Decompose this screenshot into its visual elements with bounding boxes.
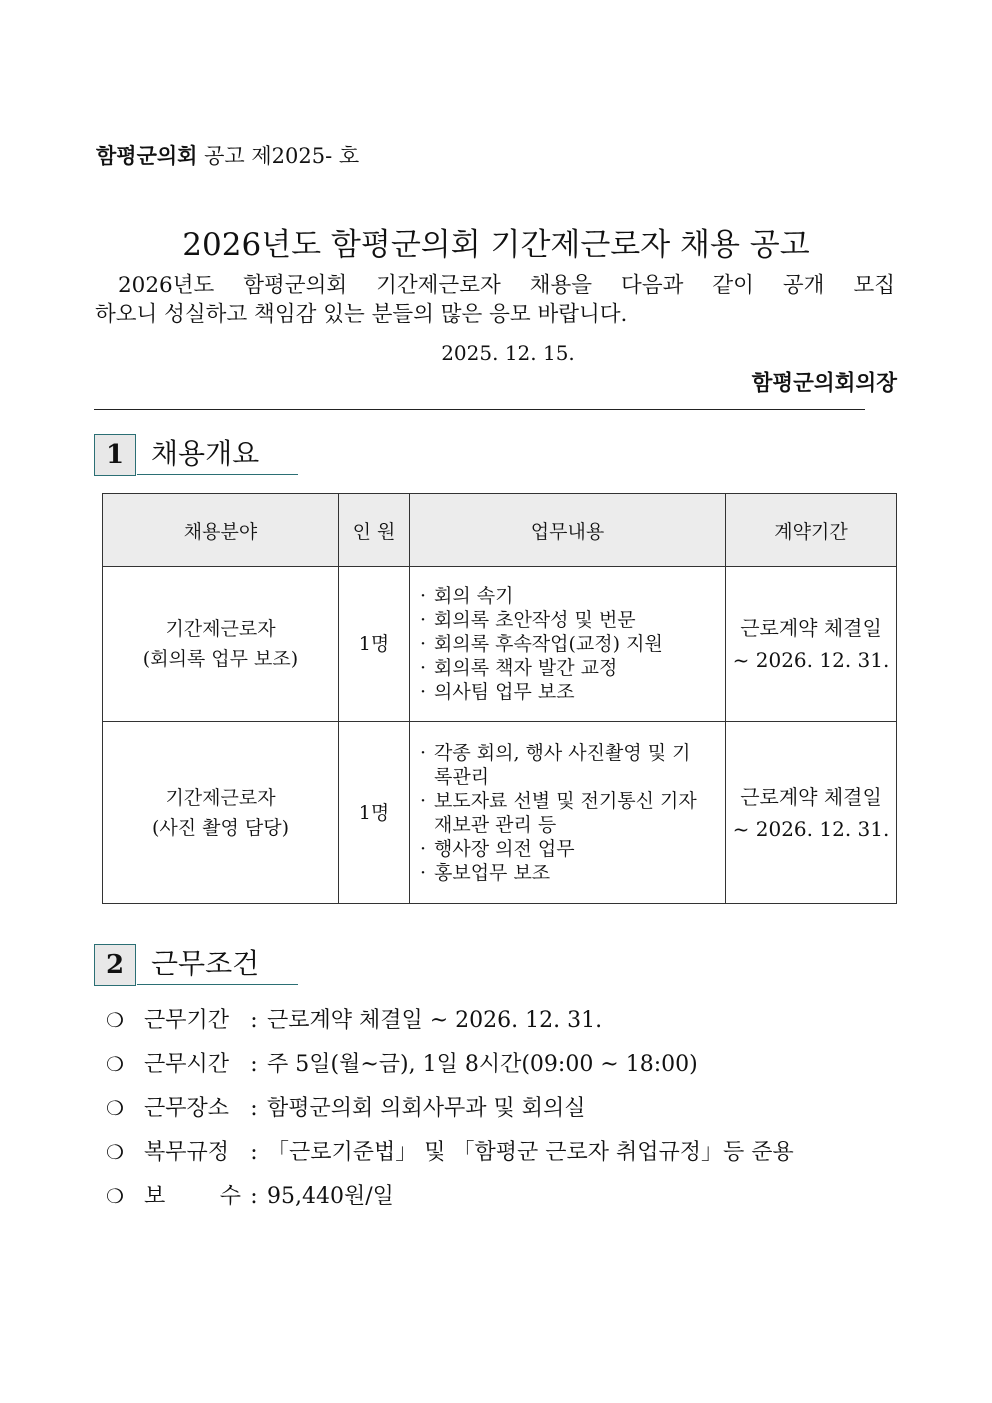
circle-bullet-icon: ❍ (106, 1140, 124, 1164)
condition-colon: : (250, 1052, 258, 1077)
row-1-count: 1명 (339, 567, 410, 722)
row-1-period (726, 567, 897, 722)
section-2-heading (94, 944, 301, 986)
intro-paragraph (95, 271, 895, 329)
task-item: · 홍보업무 보조 (420, 861, 551, 884)
circle-bullet-icon: ❍ (106, 1184, 124, 1208)
task-item: · 회의록 후속작업(교정) 지원 (420, 633, 663, 655)
row-2-count: 1명 (339, 722, 410, 904)
task-text: 홍보업무 보조 (434, 861, 551, 884)
notice-number (96, 140, 359, 170)
row-1-field (103, 567, 339, 722)
table-row (103, 567, 897, 722)
row-2-field-line2: (사진 촬영 담당) (151, 816, 290, 839)
condition-value: 근로계약 체결일 ~ 2026. 12. 31. (267, 1008, 603, 1033)
section-1-heading (94, 434, 301, 476)
header-field: 채용분야 (103, 494, 339, 567)
row-1-period-line2: ~ 2026. 12. 31. (732, 648, 890, 672)
condition-key: 근무장소 (144, 1096, 230, 1121)
condition-key: 근무시간 (144, 1052, 230, 1077)
section-2-number: 2 (94, 944, 136, 986)
condition-item (106, 1176, 794, 1220)
condition-colon: : (250, 1140, 258, 1165)
header-tasks: 업무내용 (410, 494, 726, 567)
header-count: 인 원 (339, 494, 410, 567)
condition-key: 복무규정 (144, 1140, 230, 1165)
task-item: · 행사장 의전 업무 (420, 837, 575, 860)
row-2-period-line1: 근로계약 체결일 (740, 784, 882, 809)
condition-key: 근무기간 (144, 1008, 230, 1033)
document-date: 2025. 12. 15. (441, 341, 575, 365)
task-text: 회의 속기 (434, 585, 514, 607)
task-text: 각종 회의, 행사 사진촬영 및 기록관리 (434, 741, 691, 788)
condition-colon: : (250, 1096, 258, 1121)
section-1-title: 채용개요 (137, 434, 298, 475)
notice-number-text: 공고 제2025- 호 (204, 144, 360, 168)
document-title: 2026년도 함평군의회 기간제근로자 채용 공고 (182, 227, 810, 263)
task-text: 회의록 책자 발간 교정 (434, 657, 618, 679)
notice-org-name: 함평군의회 (96, 143, 198, 168)
row-2-tasks (410, 722, 726, 904)
condition-item (106, 1000, 794, 1044)
circle-bullet-icon: ❍ (106, 1052, 124, 1076)
condition-item (106, 1044, 794, 1088)
task-text: 행사장 의전 업무 (434, 837, 575, 860)
issuer-name: 함평군의회의장 (751, 371, 897, 396)
header-period: 계약기간 (726, 494, 897, 567)
section-2-title: 근무조건 (137, 944, 298, 985)
section-1-number: 1 (94, 434, 136, 476)
recruitment-table (102, 493, 897, 904)
task-item: · 회의록 책자 발간 교정 (420, 657, 618, 679)
task-text: 보도자료 선별 및 전기통신 기자재보관 관리 등 (434, 789, 697, 836)
row-2-period-line2: ~ 2026. 12. 31. (732, 816, 890, 841)
working-conditions-list (106, 1000, 794, 1220)
task-text: 의사팀 업무 보조 (434, 681, 575, 703)
row-2-field-line1: 기간제근로자 (165, 786, 276, 809)
condition-colon: : (250, 1008, 258, 1033)
task-item: · 의사팀 업무 보조 (420, 681, 575, 703)
table-row (103, 722, 897, 904)
condition-value: 95,440원/일 (267, 1184, 394, 1209)
condition-value: 「근로기준법」 및 「함평군 근로자 취업규정」등 준용 (267, 1140, 794, 1165)
row-1-field-line1: 기간제근로자 (165, 618, 276, 640)
task-text: 회의록 초안작성 및 번문 (434, 609, 636, 631)
header-divider (94, 409, 865, 410)
row-1-field-line2: (회의록 업무 보조) (142, 648, 299, 670)
task-item: · 회의 속기 (420, 585, 514, 607)
row-1-period-line1: 근로계약 체결일 (740, 616, 882, 640)
table-header-row (103, 494, 897, 567)
row-1-tasks (410, 567, 726, 722)
condition-key (144, 1177, 241, 1217)
task-item: · 보도자료 선별 및 전기통신 기자재보관 관리 등 (420, 789, 725, 837)
intro-line-2: 하오니 성실하고 책임감 있는 분들의 많은 응모 바랍니다. (95, 302, 628, 327)
row-2-field (103, 722, 339, 904)
condition-item (106, 1132, 794, 1176)
task-text: 회의록 후속작업(교정) 지원 (434, 633, 663, 655)
condition-value: 함평군의회 의회사무과 및 회의실 (267, 1096, 586, 1121)
task-item: · 회의록 초안작성 및 번문 (420, 609, 636, 631)
condition-item (106, 1088, 794, 1132)
intro-line-1: 2026년도 함평군의회 기간제근로자 채용을 다음과 같이 공개 모집 (118, 273, 895, 298)
row-2-period (726, 722, 897, 904)
circle-bullet-icon: ❍ (106, 1008, 124, 1032)
circle-bullet-icon: ❍ (106, 1096, 124, 1120)
condition-value: 주 5일(월~금), 1일 8시간(09:00 ~ 18:00) (267, 1052, 698, 1077)
condition-key-part-b: 수 (219, 1184, 241, 1209)
condition-key-part-a: 보 (144, 1184, 166, 1209)
task-item: · 각종 회의, 행사 사진촬영 및 기록관리 (420, 741, 725, 789)
condition-colon: : (250, 1184, 258, 1209)
